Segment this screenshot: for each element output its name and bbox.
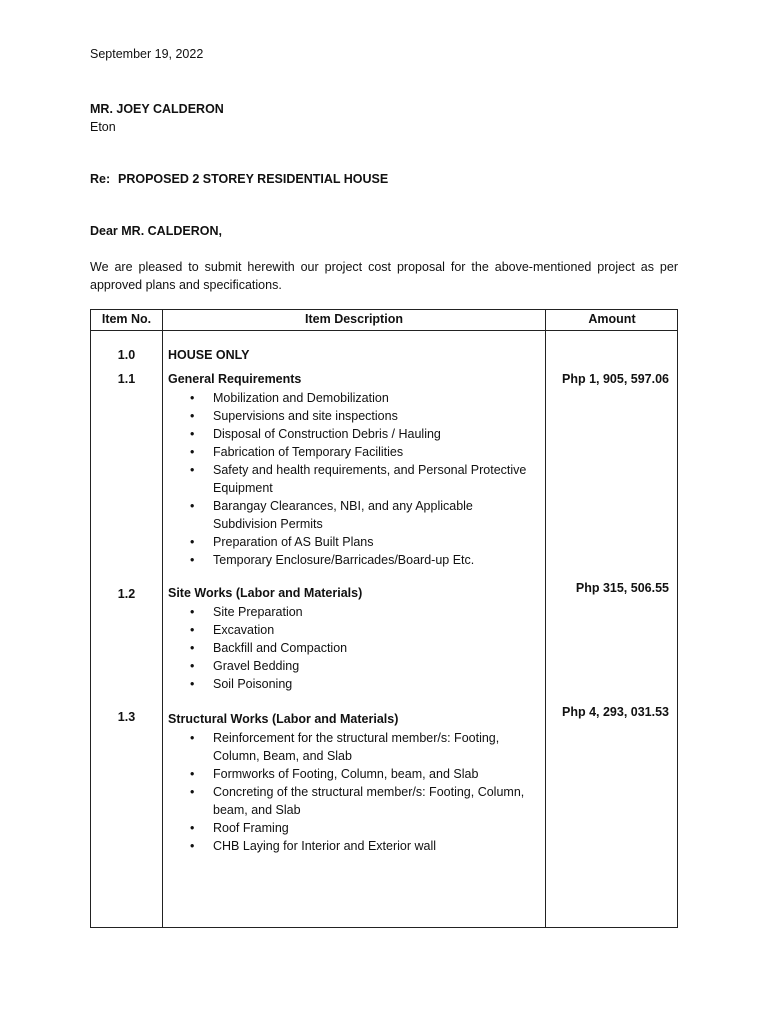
header-divider xyxy=(91,330,677,331)
addressee-name: MR. JOEY CALDERON xyxy=(90,102,224,116)
header-amount: Amount xyxy=(588,312,636,326)
list-item: • Gravel Bedding xyxy=(190,659,300,673)
bullet-icon: • xyxy=(190,605,195,619)
item-title: Site Works (Labor and Materials) xyxy=(168,586,363,600)
column-divider xyxy=(545,310,546,927)
list-item: • Roof Framing xyxy=(190,821,289,835)
item-bullet-list xyxy=(168,729,540,855)
list-item: • Formworks of Footing, Column, beam, and Slab xyxy=(190,767,479,781)
item-bullet-list xyxy=(168,603,540,693)
bullet-icon: • xyxy=(190,767,195,781)
list-item: • CHB Laying for Interior and Exterior wall xyxy=(190,839,437,853)
bullet-icon: • xyxy=(190,641,195,655)
list-item: • Barangay Clearances, NBI, and any Applicable Subdivision Permits xyxy=(190,499,473,531)
list-item: • Preparation of AS Built Plans xyxy=(190,535,374,549)
bullet-icon: • xyxy=(190,409,195,423)
item-number: 1.1 xyxy=(117,372,136,386)
list-item: • Site Preparation xyxy=(190,605,303,619)
bullet-icon: • xyxy=(190,659,195,673)
bullet-icon: • xyxy=(190,463,195,477)
list-item: • Soil Poisoning xyxy=(190,677,293,691)
header-item-description: Item Description xyxy=(305,312,403,326)
list-item: • Temporary Enclosure/Barricades/Board-up Etc. xyxy=(190,553,475,567)
salutation: Dear MR. CALDERON, xyxy=(90,224,222,238)
item-bullet-list xyxy=(168,389,540,569)
column-divider xyxy=(162,310,163,927)
list-item: • Supervisions and site inspections xyxy=(190,409,398,423)
section-title: HOUSE ONLY xyxy=(168,348,250,362)
section-number: 1.0 xyxy=(117,348,136,362)
bullet-icon: • xyxy=(190,553,195,567)
list-item: • Concreting of the structural member/s: Footing, Column, beam, and Slab xyxy=(190,785,525,817)
item-amount: Php 315, 506.55 xyxy=(575,581,669,595)
item-amount: Php 4, 293, 031.53 xyxy=(561,705,669,719)
bullet-icon: • xyxy=(190,535,195,549)
bullet-icon: • xyxy=(190,623,195,637)
item-number: 1.2 xyxy=(117,587,136,601)
bullet-icon: • xyxy=(190,731,195,745)
list-item: • Disposal of Construction Debris / Hauling xyxy=(190,427,441,441)
bullet-icon: • xyxy=(190,821,195,835)
header-item-no: Item No. xyxy=(101,312,152,326)
subject-text: PROPOSED 2 STOREY RESIDENTIAL HOUSE xyxy=(118,172,389,186)
list-item: • Reinforcement for the structural member/s: Footing, Column, Beam, and Slab xyxy=(190,731,500,763)
bullet-icon: • xyxy=(190,427,195,441)
subject-label: Re: xyxy=(90,172,111,186)
list-item: • Safety and health requirements, and Personal Protective Equipment xyxy=(190,463,527,495)
subject-line xyxy=(90,172,388,186)
intro-paragraph: We are pleased to submit herewith our project cost proposal for the above-mentioned project as per approved plans and specifications. xyxy=(90,260,678,292)
item-title: Structural Works (Labor and Materials) xyxy=(168,712,399,726)
list-item: • Backfill and Compaction xyxy=(190,641,348,655)
item-title: General Requirements xyxy=(168,372,302,386)
cost-proposal-table xyxy=(90,309,678,928)
bullet-icon: • xyxy=(190,839,195,853)
bullet-icon: • xyxy=(190,445,195,459)
bullet-icon: • xyxy=(190,499,195,513)
bullet-icon: • xyxy=(190,785,195,799)
list-item: • Mobilization and Demobilization xyxy=(190,391,389,405)
addressee-company: Eton xyxy=(90,120,116,134)
list-item: • Excavation xyxy=(190,623,275,637)
item-amount: Php 1, 905, 597.06 xyxy=(561,372,669,386)
bullet-icon: • xyxy=(190,677,195,691)
bullet-icon: • xyxy=(190,391,195,405)
letter-date: September 19, 2022 xyxy=(90,47,204,61)
item-number: 1.3 xyxy=(117,710,136,724)
list-item: • Fabrication of Temporary Facilities xyxy=(190,445,404,459)
